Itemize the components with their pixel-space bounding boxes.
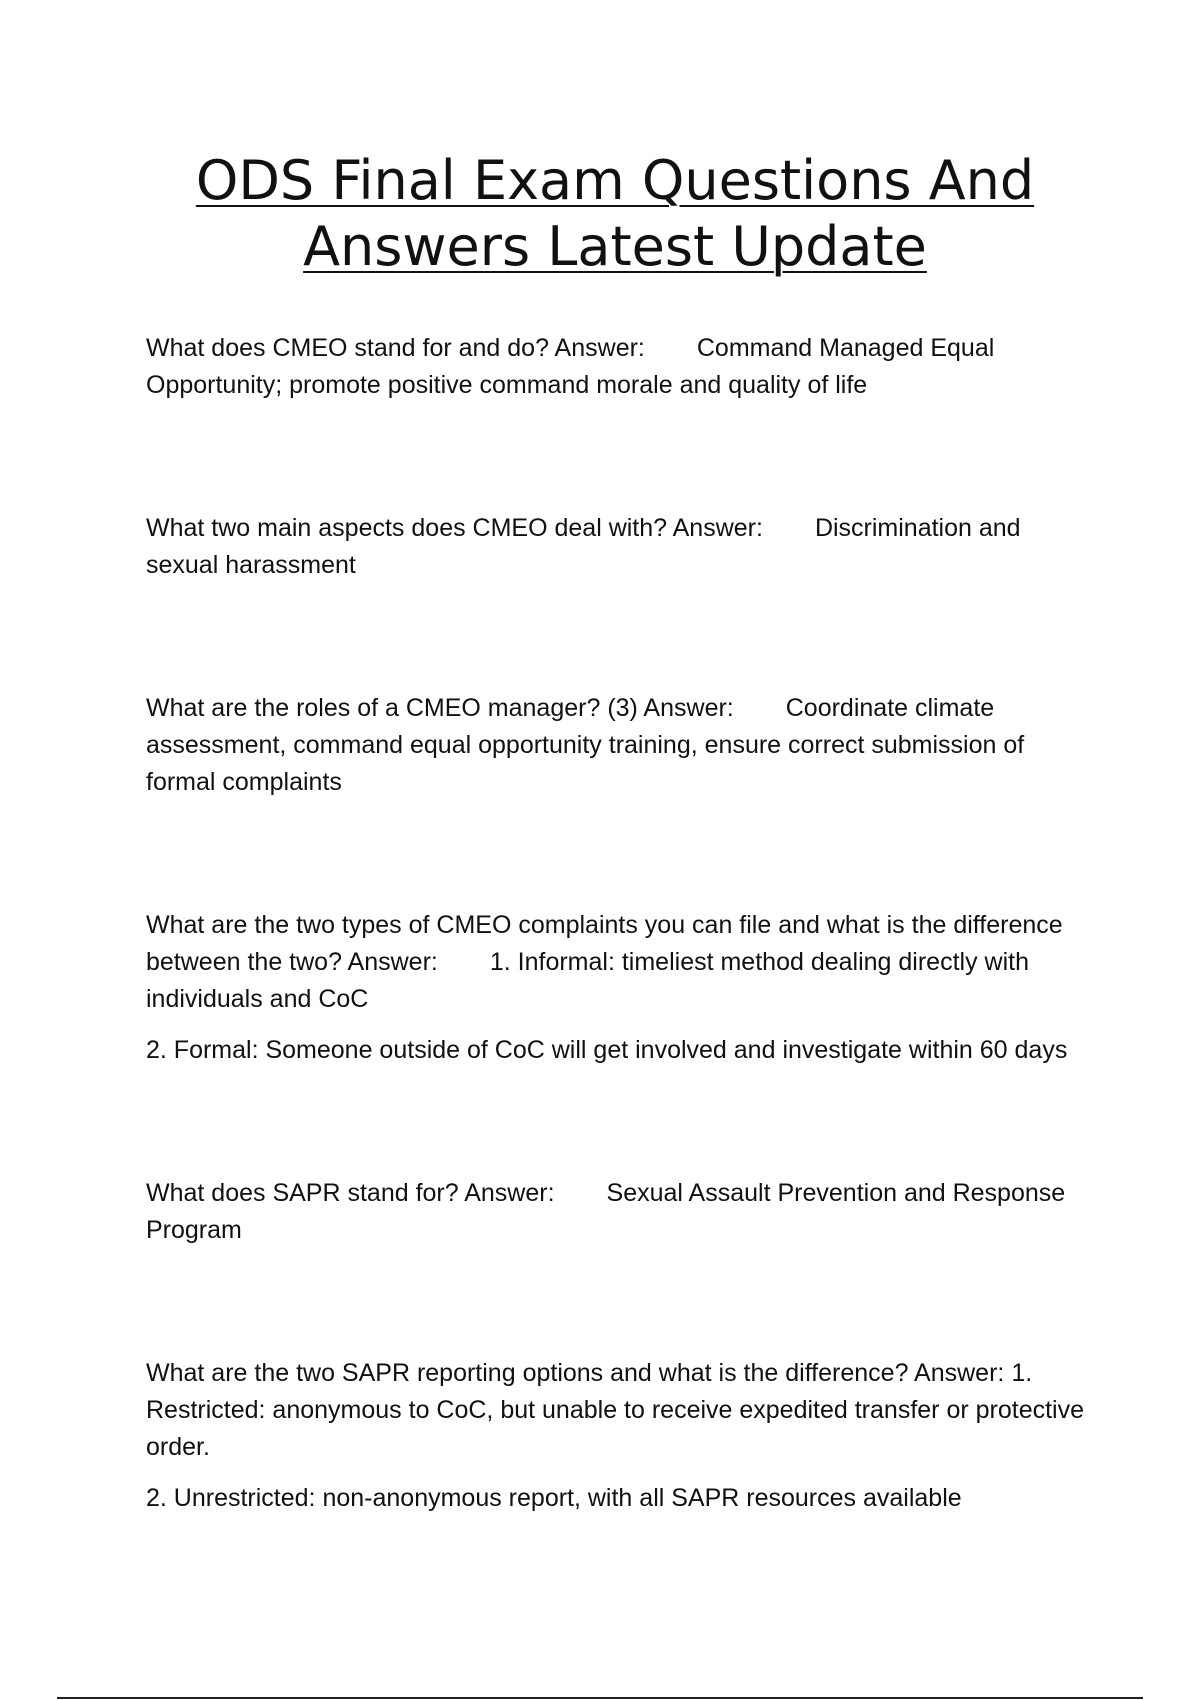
- answer-text: Coordinate climate assessment, command equal opportunity training, ensure correct submission of formal complaints: [146, 694, 1025, 796]
- qa-item: [146, 690, 1086, 801]
- answer-text: Discrimination and sexual harassment: [146, 514, 1021, 579]
- qa-item: [146, 907, 1086, 1069]
- qa-paragraph: [146, 690, 1086, 801]
- question-text: What does CMEO stand for and do? Answer:: [146, 334, 645, 362]
- qa-paragraph: [146, 1355, 1086, 1466]
- qa-item: [146, 1175, 1086, 1249]
- page-title: [120, 148, 1110, 280]
- question-text: What are the roles of a CMEO manager? (3) Answer:: [146, 694, 734, 722]
- qa-item: [146, 510, 1086, 584]
- qa-paragraph: [146, 907, 1086, 1018]
- footer-rule: [57, 1697, 1143, 1699]
- answer-continuation: 2. Unrestricted: non-anonymous report, with all SAPR resources available: [146, 1484, 962, 1512]
- qa-paragraph: [146, 510, 1086, 584]
- qa-paragraph: [146, 1175, 1086, 1249]
- answer-text: Sexual Assault Prevention and Response Program: [146, 1179, 1066, 1244]
- title-line-2: Answers Latest Update: [303, 215, 927, 278]
- qa-paragraph: [146, 330, 1086, 404]
- answer-text: 1. Informal: timeliest method dealing directly with individuals and CoC: [146, 948, 1029, 1013]
- question-text: What are the two types of CMEO complaints you can file and what is the difference between the two? Answer:: [146, 911, 1063, 976]
- qa-item: [146, 330, 1086, 404]
- qa-list: [146, 330, 1086, 1517]
- answer-text: Command Managed Equal Opportunity; promote positive command morale and quality of life: [146, 334, 995, 399]
- question-text: What does SAPR stand for? Answer:: [146, 1179, 555, 1207]
- question-text: What are the two SAPR reporting options and what is the difference? Answer:: [146, 1359, 1005, 1387]
- answer-continuation: 2. Formal: Someone outside of CoC will get involved and investigate within 60 days: [146, 1036, 1068, 1064]
- answer-text: 1. Restricted: anonymous to CoC, but unable to receive expedited transfer or protective order.: [146, 1359, 1085, 1461]
- question-text: What two main aspects does CMEO deal with? Answer:: [146, 514, 763, 542]
- qa-item: [146, 1355, 1086, 1517]
- title-line-1: ODS Final Exam Questions And: [195, 149, 1035, 212]
